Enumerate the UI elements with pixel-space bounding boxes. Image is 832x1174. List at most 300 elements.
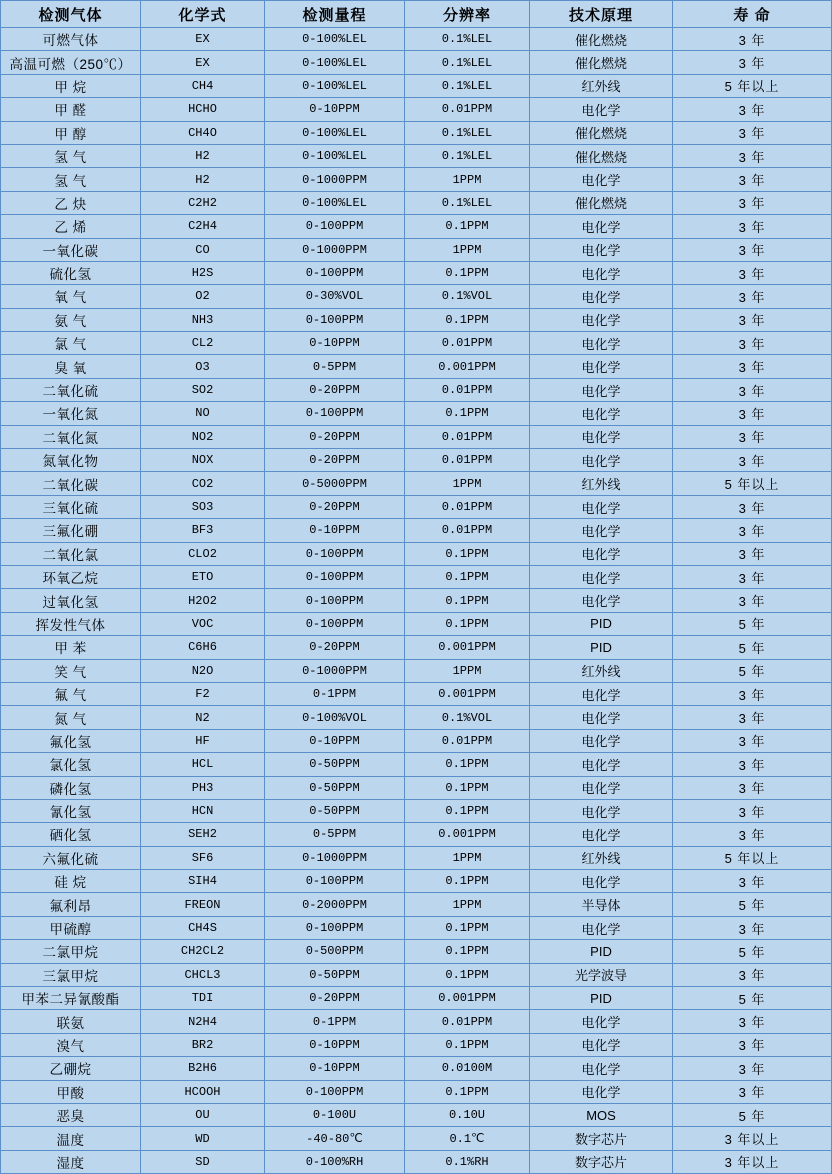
cell-chemical-formula: SD <box>141 1150 265 1173</box>
cell-lifetime: 3 年 <box>673 425 832 448</box>
cell-lifetime: 5 年以上 <box>673 472 832 495</box>
cell-chemical-formula: SO2 <box>141 378 265 401</box>
cell-gas-name: 一氧化氮 <box>1 402 141 425</box>
cell-detection-range: 0-100PPM <box>265 542 405 565</box>
cell-lifetime: 3 年以上 <box>673 1150 832 1173</box>
cell-detection-range: 0-100PPM <box>265 402 405 425</box>
cell-chemical-formula: N2H4 <box>141 1010 265 1033</box>
cell-resolution: 1PPM <box>405 168 530 191</box>
cell-technology: 红外线 <box>530 659 673 682</box>
cell-lifetime: 3 年 <box>673 963 832 986</box>
cell-lifetime: 3 年 <box>673 168 832 191</box>
cell-technology: 电化学 <box>530 402 673 425</box>
cell-gas-name: 硅 烷 <box>1 870 141 893</box>
cell-gas-name: 挥发性气体 <box>1 612 141 635</box>
cell-lifetime: 3 年 <box>673 519 832 542</box>
cell-detection-range: 0-100%RH <box>265 1150 405 1173</box>
cell-lifetime: 3 年 <box>673 776 832 799</box>
cell-detection-range: 0-50PPM <box>265 753 405 776</box>
cell-chemical-formula: C2H2 <box>141 191 265 214</box>
cell-gas-name: 乙 炔 <box>1 191 141 214</box>
cell-lifetime: 3 年 <box>673 1010 832 1033</box>
cell-lifetime: 5 年以上 <box>673 74 832 97</box>
cell-technology: 电化学 <box>530 870 673 893</box>
cell-resolution: 0.1%LEL <box>405 28 530 51</box>
table-row <box>1 1127 832 1150</box>
cell-detection-range: 0-100%LEL <box>265 144 405 167</box>
cell-chemical-formula: HCL <box>141 753 265 776</box>
cell-detection-range: 0-20PPM <box>265 449 405 472</box>
cell-technology: 电化学 <box>530 565 673 588</box>
cell-technology: 红外线 <box>530 472 673 495</box>
cell-detection-range: 0-500PPM <box>265 940 405 963</box>
cell-lifetime: 5 年 <box>673 636 832 659</box>
cell-lifetime: 3 年 <box>673 121 832 144</box>
cell-technology: 电化学 <box>530 1033 673 1056</box>
cell-technology: 电化学 <box>530 215 673 238</box>
cell-resolution: 0.0100M <box>405 1057 530 1080</box>
cell-lifetime: 3 年 <box>673 238 832 261</box>
cell-chemical-formula: CL2 <box>141 332 265 355</box>
cell-chemical-formula: HCN <box>141 799 265 822</box>
cell-lifetime: 3 年 <box>673 98 832 121</box>
cell-detection-range: 0-50PPM <box>265 963 405 986</box>
cell-chemical-formula: NH3 <box>141 308 265 331</box>
cell-gas-name: 甲 苯 <box>1 636 141 659</box>
cell-lifetime: 5 年以上 <box>673 846 832 869</box>
cell-detection-range: 0-30%VOL <box>265 285 405 308</box>
cell-lifetime: 3 年 <box>673 378 832 401</box>
cell-chemical-formula: SO3 <box>141 495 265 518</box>
cell-lifetime: 3 年 <box>673 28 832 51</box>
cell-lifetime: 5 年 <box>673 612 832 635</box>
cell-technology: 电化学 <box>530 729 673 752</box>
cell-detection-range: 0-100%VOL <box>265 706 405 729</box>
cell-technology: 电化学 <box>530 98 673 121</box>
cell-chemical-formula: OU <box>141 1103 265 1126</box>
table-row <box>1 168 832 191</box>
table-row <box>1 495 832 518</box>
cell-resolution: 0.01PPM <box>405 729 530 752</box>
cell-lifetime: 3 年 <box>673 144 832 167</box>
cell-technology: 电化学 <box>530 706 673 729</box>
cell-chemical-formula: CHCL3 <box>141 963 265 986</box>
table-row <box>1 729 832 752</box>
cell-gas-name: 湿度 <box>1 1150 141 1173</box>
cell-gas-name: 温度 <box>1 1127 141 1150</box>
cell-resolution: 0.1%RH <box>405 1150 530 1173</box>
column-header-chemical-formula: 化学式 <box>141 1 265 28</box>
table-row <box>1 612 832 635</box>
cell-chemical-formula: O2 <box>141 285 265 308</box>
cell-technology: 电化学 <box>530 799 673 822</box>
cell-chemical-formula: F2 <box>141 682 265 705</box>
table-row <box>1 378 832 401</box>
cell-chemical-formula: NOX <box>141 449 265 472</box>
cell-gas-name: 硫化氢 <box>1 261 141 284</box>
cell-chemical-formula: H2O2 <box>141 589 265 612</box>
column-header-lifetime: 寿 命 <box>673 1 832 28</box>
cell-lifetime: 3 年 <box>673 191 832 214</box>
cell-technology: 红外线 <box>530 846 673 869</box>
cell-resolution: 1PPM <box>405 893 530 916</box>
cell-gas-name: 联氨 <box>1 1010 141 1033</box>
table-row <box>1 1150 832 1173</box>
cell-lifetime: 3 年 <box>673 589 832 612</box>
cell-resolution: 0.001PPM <box>405 987 530 1010</box>
cell-lifetime: 3 年 <box>673 495 832 518</box>
cell-detection-range: 0-100PPM <box>265 215 405 238</box>
cell-resolution: 0.1%LEL <box>405 51 530 74</box>
cell-lifetime: 3 年 <box>673 870 832 893</box>
cell-detection-range: 0-10PPM <box>265 1033 405 1056</box>
cell-gas-name: 氨 气 <box>1 308 141 331</box>
table-row <box>1 589 832 612</box>
cell-gas-name: 环氧乙烷 <box>1 565 141 588</box>
cell-lifetime: 3 年 <box>673 565 832 588</box>
cell-detection-range: 0-5000PPM <box>265 472 405 495</box>
cell-gas-name: 高温可燃（250℃） <box>1 51 141 74</box>
cell-technology: 电化学 <box>530 308 673 331</box>
cell-resolution: 0.10U <box>405 1103 530 1126</box>
cell-detection-range: 0-100U <box>265 1103 405 1126</box>
cell-gas-name: 乙 烯 <box>1 215 141 238</box>
cell-technology: PID <box>530 940 673 963</box>
cell-detection-range: 0-100PPM <box>265 870 405 893</box>
cell-resolution: 0.1PPM <box>405 261 530 284</box>
table-row <box>1 916 832 939</box>
cell-technology: 电化学 <box>530 753 673 776</box>
cell-lifetime: 3 年 <box>673 261 832 284</box>
table-row <box>1 28 832 51</box>
cell-gas-name: 甲硫醇 <box>1 916 141 939</box>
cell-detection-range: 0-1000PPM <box>265 659 405 682</box>
cell-detection-range: 0-20PPM <box>265 636 405 659</box>
cell-technology: 催化燃烧 <box>530 51 673 74</box>
cell-technology: 电化学 <box>530 776 673 799</box>
table-body <box>1 28 832 1174</box>
table-row <box>1 682 832 705</box>
cell-resolution: 0.1PPM <box>405 963 530 986</box>
table-row <box>1 74 832 97</box>
cell-resolution: 0.01PPM <box>405 1010 530 1033</box>
cell-resolution: 0.001PPM <box>405 682 530 705</box>
cell-lifetime: 3 年 <box>673 823 832 846</box>
cell-lifetime: 3 年 <box>673 542 832 565</box>
cell-detection-range: 0-50PPM <box>265 776 405 799</box>
cell-gas-name: 氯化氢 <box>1 753 141 776</box>
cell-resolution: 0.1PPM <box>405 753 530 776</box>
cell-detection-range: 0-10PPM <box>265 332 405 355</box>
cell-resolution: 0.01PPM <box>405 378 530 401</box>
cell-technology: 催化燃烧 <box>530 28 673 51</box>
cell-gas-name: 一氧化碳 <box>1 238 141 261</box>
table-row <box>1 659 832 682</box>
cell-detection-range: 0-1000PPM <box>265 238 405 261</box>
cell-gas-name: 硒化氢 <box>1 823 141 846</box>
cell-gas-name: 甲 醇 <box>1 121 141 144</box>
cell-detection-range: 0-20PPM <box>265 378 405 401</box>
cell-resolution: 1PPM <box>405 846 530 869</box>
cell-resolution: 0.1PPM <box>405 776 530 799</box>
cell-gas-name: 氰化氢 <box>1 799 141 822</box>
cell-chemical-formula: HCHO <box>141 98 265 121</box>
cell-detection-range: 0-1000PPM <box>265 846 405 869</box>
cell-technology: 红外线 <box>530 74 673 97</box>
table-row <box>1 519 832 542</box>
cell-detection-range: 0-100%LEL <box>265 74 405 97</box>
cell-gas-name: 笑 气 <box>1 659 141 682</box>
cell-gas-name: 二氧化氯 <box>1 542 141 565</box>
cell-gas-name: 恶臭 <box>1 1103 141 1126</box>
table-row <box>1 987 832 1010</box>
cell-technology: 电化学 <box>530 355 673 378</box>
cell-chemical-formula: C6H6 <box>141 636 265 659</box>
cell-chemical-formula: NO <box>141 402 265 425</box>
table-row <box>1 799 832 822</box>
cell-resolution: 0.1PPM <box>405 1080 530 1103</box>
table-header-row <box>1 1 832 28</box>
cell-gas-name: 二氧化碳 <box>1 472 141 495</box>
table-row <box>1 823 832 846</box>
cell-detection-range: 0-100PPM <box>265 916 405 939</box>
cell-chemical-formula: SIH4 <box>141 870 265 893</box>
table-row <box>1 940 832 963</box>
cell-resolution: 0.001PPM <box>405 823 530 846</box>
cell-technology: PID <box>530 636 673 659</box>
cell-gas-name: 氢 气 <box>1 168 141 191</box>
cell-technology: 电化学 <box>530 378 673 401</box>
cell-lifetime: 5 年 <box>673 987 832 1010</box>
cell-resolution: 0.1%VOL <box>405 706 530 729</box>
cell-technology: 电化学 <box>530 495 673 518</box>
cell-resolution: 0.1PPM <box>405 612 530 635</box>
cell-gas-name: 三氯甲烷 <box>1 963 141 986</box>
cell-lifetime: 3 年 <box>673 1080 832 1103</box>
cell-technology: 电化学 <box>530 682 673 705</box>
cell-lifetime: 3 年 <box>673 215 832 238</box>
cell-gas-name: 磷化氢 <box>1 776 141 799</box>
table-row <box>1 1010 832 1033</box>
cell-gas-name: 臭 氧 <box>1 355 141 378</box>
table-row <box>1 706 832 729</box>
cell-lifetime: 3 年 <box>673 682 832 705</box>
column-header-detection-range: 检测量程 <box>265 1 405 28</box>
cell-detection-range: 0-100PPM <box>265 589 405 612</box>
cell-detection-range: 0-100%LEL <box>265 121 405 144</box>
cell-resolution: 0.01PPM <box>405 519 530 542</box>
cell-chemical-formula: O3 <box>141 355 265 378</box>
cell-chemical-formula: VOC <box>141 612 265 635</box>
cell-technology: 电化学 <box>530 589 673 612</box>
cell-gas-name: 二氧化氮 <box>1 425 141 448</box>
cell-resolution: 0.1%LEL <box>405 74 530 97</box>
table-row <box>1 636 832 659</box>
column-header-technology: 技术原理 <box>530 1 673 28</box>
cell-gas-name: 氮 气 <box>1 706 141 729</box>
table-row <box>1 1103 832 1126</box>
table-row <box>1 472 832 495</box>
cell-gas-name: 氧 气 <box>1 285 141 308</box>
cell-technology: 催化燃烧 <box>530 144 673 167</box>
cell-gas-name: 三氟化硼 <box>1 519 141 542</box>
cell-technology: 催化燃烧 <box>530 191 673 214</box>
cell-detection-range: 0-100PPM <box>265 565 405 588</box>
cell-detection-range: 0-100PPM <box>265 1080 405 1103</box>
cell-chemical-formula: TDI <box>141 987 265 1010</box>
cell-technology: 电化学 <box>530 823 673 846</box>
cell-technology: 电化学 <box>530 425 673 448</box>
cell-resolution: 0.01PPM <box>405 495 530 518</box>
cell-chemical-formula: CLO2 <box>141 542 265 565</box>
table-row <box>1 753 832 776</box>
cell-resolution: 0.1%VOL <box>405 285 530 308</box>
cell-technology: 电化学 <box>530 285 673 308</box>
cell-gas-name: 二氧化硫 <box>1 378 141 401</box>
column-header-gas-name: 检测气体 <box>1 1 141 28</box>
cell-resolution: 0.1PPM <box>405 1033 530 1056</box>
cell-technology: 半导体 <box>530 893 673 916</box>
cell-gas-name: 氟化氢 <box>1 729 141 752</box>
cell-detection-range: 0-50PPM <box>265 799 405 822</box>
cell-technology: 电化学 <box>530 238 673 261</box>
table-row <box>1 121 832 144</box>
cell-gas-name: 溴气 <box>1 1033 141 1056</box>
cell-technology: 电化学 <box>530 168 673 191</box>
cell-technology: 电化学 <box>530 916 673 939</box>
cell-lifetime: 3 年 <box>673 449 832 472</box>
cell-lifetime: 5 年 <box>673 1103 832 1126</box>
cell-lifetime: 5 年 <box>673 659 832 682</box>
cell-gas-name: 甲苯二异氰酸酯 <box>1 987 141 1010</box>
cell-resolution: 0.1PPM <box>405 542 530 565</box>
cell-lifetime: 3 年 <box>673 51 832 74</box>
cell-resolution: 0.1PPM <box>405 799 530 822</box>
table-row <box>1 332 832 355</box>
cell-gas-name: 氟 气 <box>1 682 141 705</box>
cell-detection-range: 0-1PPM <box>265 1010 405 1033</box>
cell-chemical-formula: CH2CL2 <box>141 940 265 963</box>
cell-technology: 催化燃烧 <box>530 121 673 144</box>
cell-detection-range: 0-20PPM <box>265 987 405 1010</box>
cell-technology: MOS <box>530 1103 673 1126</box>
table-row <box>1 285 832 308</box>
cell-chemical-formula: CO2 <box>141 472 265 495</box>
cell-lifetime: 3 年 <box>673 729 832 752</box>
cell-detection-range: 0-5PPM <box>265 355 405 378</box>
table-row <box>1 402 832 425</box>
cell-detection-range: 0-100%LEL <box>265 28 405 51</box>
cell-lifetime: 3 年 <box>673 706 832 729</box>
cell-chemical-formula: H2S <box>141 261 265 284</box>
cell-gas-name: 甲 醛 <box>1 98 141 121</box>
cell-gas-name: 氮氧化物 <box>1 449 141 472</box>
cell-chemical-formula: WD <box>141 1127 265 1150</box>
cell-gas-name: 甲 烷 <box>1 74 141 97</box>
cell-chemical-formula: SF6 <box>141 846 265 869</box>
cell-detection-range: 0-100PPM <box>265 261 405 284</box>
cell-technology: 数字芯片 <box>530 1127 673 1150</box>
cell-chemical-formula: H2 <box>141 144 265 167</box>
cell-chemical-formula: B2H6 <box>141 1057 265 1080</box>
cell-resolution: 0.1PPM <box>405 916 530 939</box>
cell-chemical-formula: N2O <box>141 659 265 682</box>
table-row <box>1 1080 832 1103</box>
cell-chemical-formula: ETO <box>141 565 265 588</box>
cell-detection-range: 0-10PPM <box>265 729 405 752</box>
cell-resolution: 0.1PPM <box>405 565 530 588</box>
cell-resolution: 0.01PPM <box>405 425 530 448</box>
cell-gas-name: 乙硼烷 <box>1 1057 141 1080</box>
cell-technology: 电化学 <box>530 1010 673 1033</box>
cell-chemical-formula: FREON <box>141 893 265 916</box>
cell-resolution: 0.1PPM <box>405 940 530 963</box>
cell-chemical-formula: H2 <box>141 168 265 191</box>
cell-detection-range: 0-100PPM <box>265 308 405 331</box>
cell-detection-range: 0-1PPM <box>265 682 405 705</box>
table-row <box>1 191 832 214</box>
cell-technology: PID <box>530 612 673 635</box>
cell-technology: 电化学 <box>530 332 673 355</box>
cell-gas-name: 三氧化硫 <box>1 495 141 518</box>
cell-technology: 光学波导 <box>530 963 673 986</box>
cell-technology: 电化学 <box>530 519 673 542</box>
cell-resolution: 0.1PPM <box>405 402 530 425</box>
cell-gas-name: 六氟化硫 <box>1 846 141 869</box>
cell-detection-range: 0-100%LEL <box>265 191 405 214</box>
cell-resolution: 0.01PPM <box>405 449 530 472</box>
cell-chemical-formula: CO <box>141 238 265 261</box>
cell-resolution: 0.001PPM <box>405 355 530 378</box>
table-row <box>1 238 832 261</box>
cell-technology: PID <box>530 987 673 1010</box>
table-row <box>1 870 832 893</box>
cell-lifetime: 3 年 <box>673 332 832 355</box>
cell-chemical-formula: BR2 <box>141 1033 265 1056</box>
cell-gas-name: 可燃气体 <box>1 28 141 51</box>
cell-lifetime: 3 年 <box>673 355 832 378</box>
cell-lifetime: 3 年 <box>673 1057 832 1080</box>
cell-resolution: 0.1%LEL <box>405 144 530 167</box>
cell-detection-range: -40-80℃ <box>265 1127 405 1150</box>
table-row <box>1 963 832 986</box>
cell-technology: 电化学 <box>530 449 673 472</box>
table-row <box>1 846 832 869</box>
cell-lifetime: 3 年 <box>673 799 832 822</box>
table-row <box>1 1057 832 1080</box>
cell-resolution: 0.1PPM <box>405 870 530 893</box>
cell-chemical-formula: CH4 <box>141 74 265 97</box>
cell-lifetime: 3 年 <box>673 753 832 776</box>
cell-detection-range: 0-20PPM <box>265 495 405 518</box>
cell-lifetime: 3 年 <box>673 308 832 331</box>
cell-detection-range: 0-100%LEL <box>265 51 405 74</box>
cell-technology: 数字芯片 <box>530 1150 673 1173</box>
cell-chemical-formula: HF <box>141 729 265 752</box>
cell-gas-name: 过氧化氢 <box>1 589 141 612</box>
cell-lifetime: 3 年以上 <box>673 1127 832 1150</box>
cell-lifetime: 3 年 <box>673 402 832 425</box>
cell-detection-range: 0-1000PPM <box>265 168 405 191</box>
cell-resolution: 0.1℃ <box>405 1127 530 1150</box>
cell-chemical-formula: BF3 <box>141 519 265 542</box>
cell-resolution: 0.01PPM <box>405 332 530 355</box>
table-header <box>1 1 832 28</box>
cell-detection-range: 0-100PPM <box>265 612 405 635</box>
cell-gas-name: 氯 气 <box>1 332 141 355</box>
cell-technology: 电化学 <box>530 1080 673 1103</box>
cell-resolution: 0.1%LEL <box>405 191 530 214</box>
